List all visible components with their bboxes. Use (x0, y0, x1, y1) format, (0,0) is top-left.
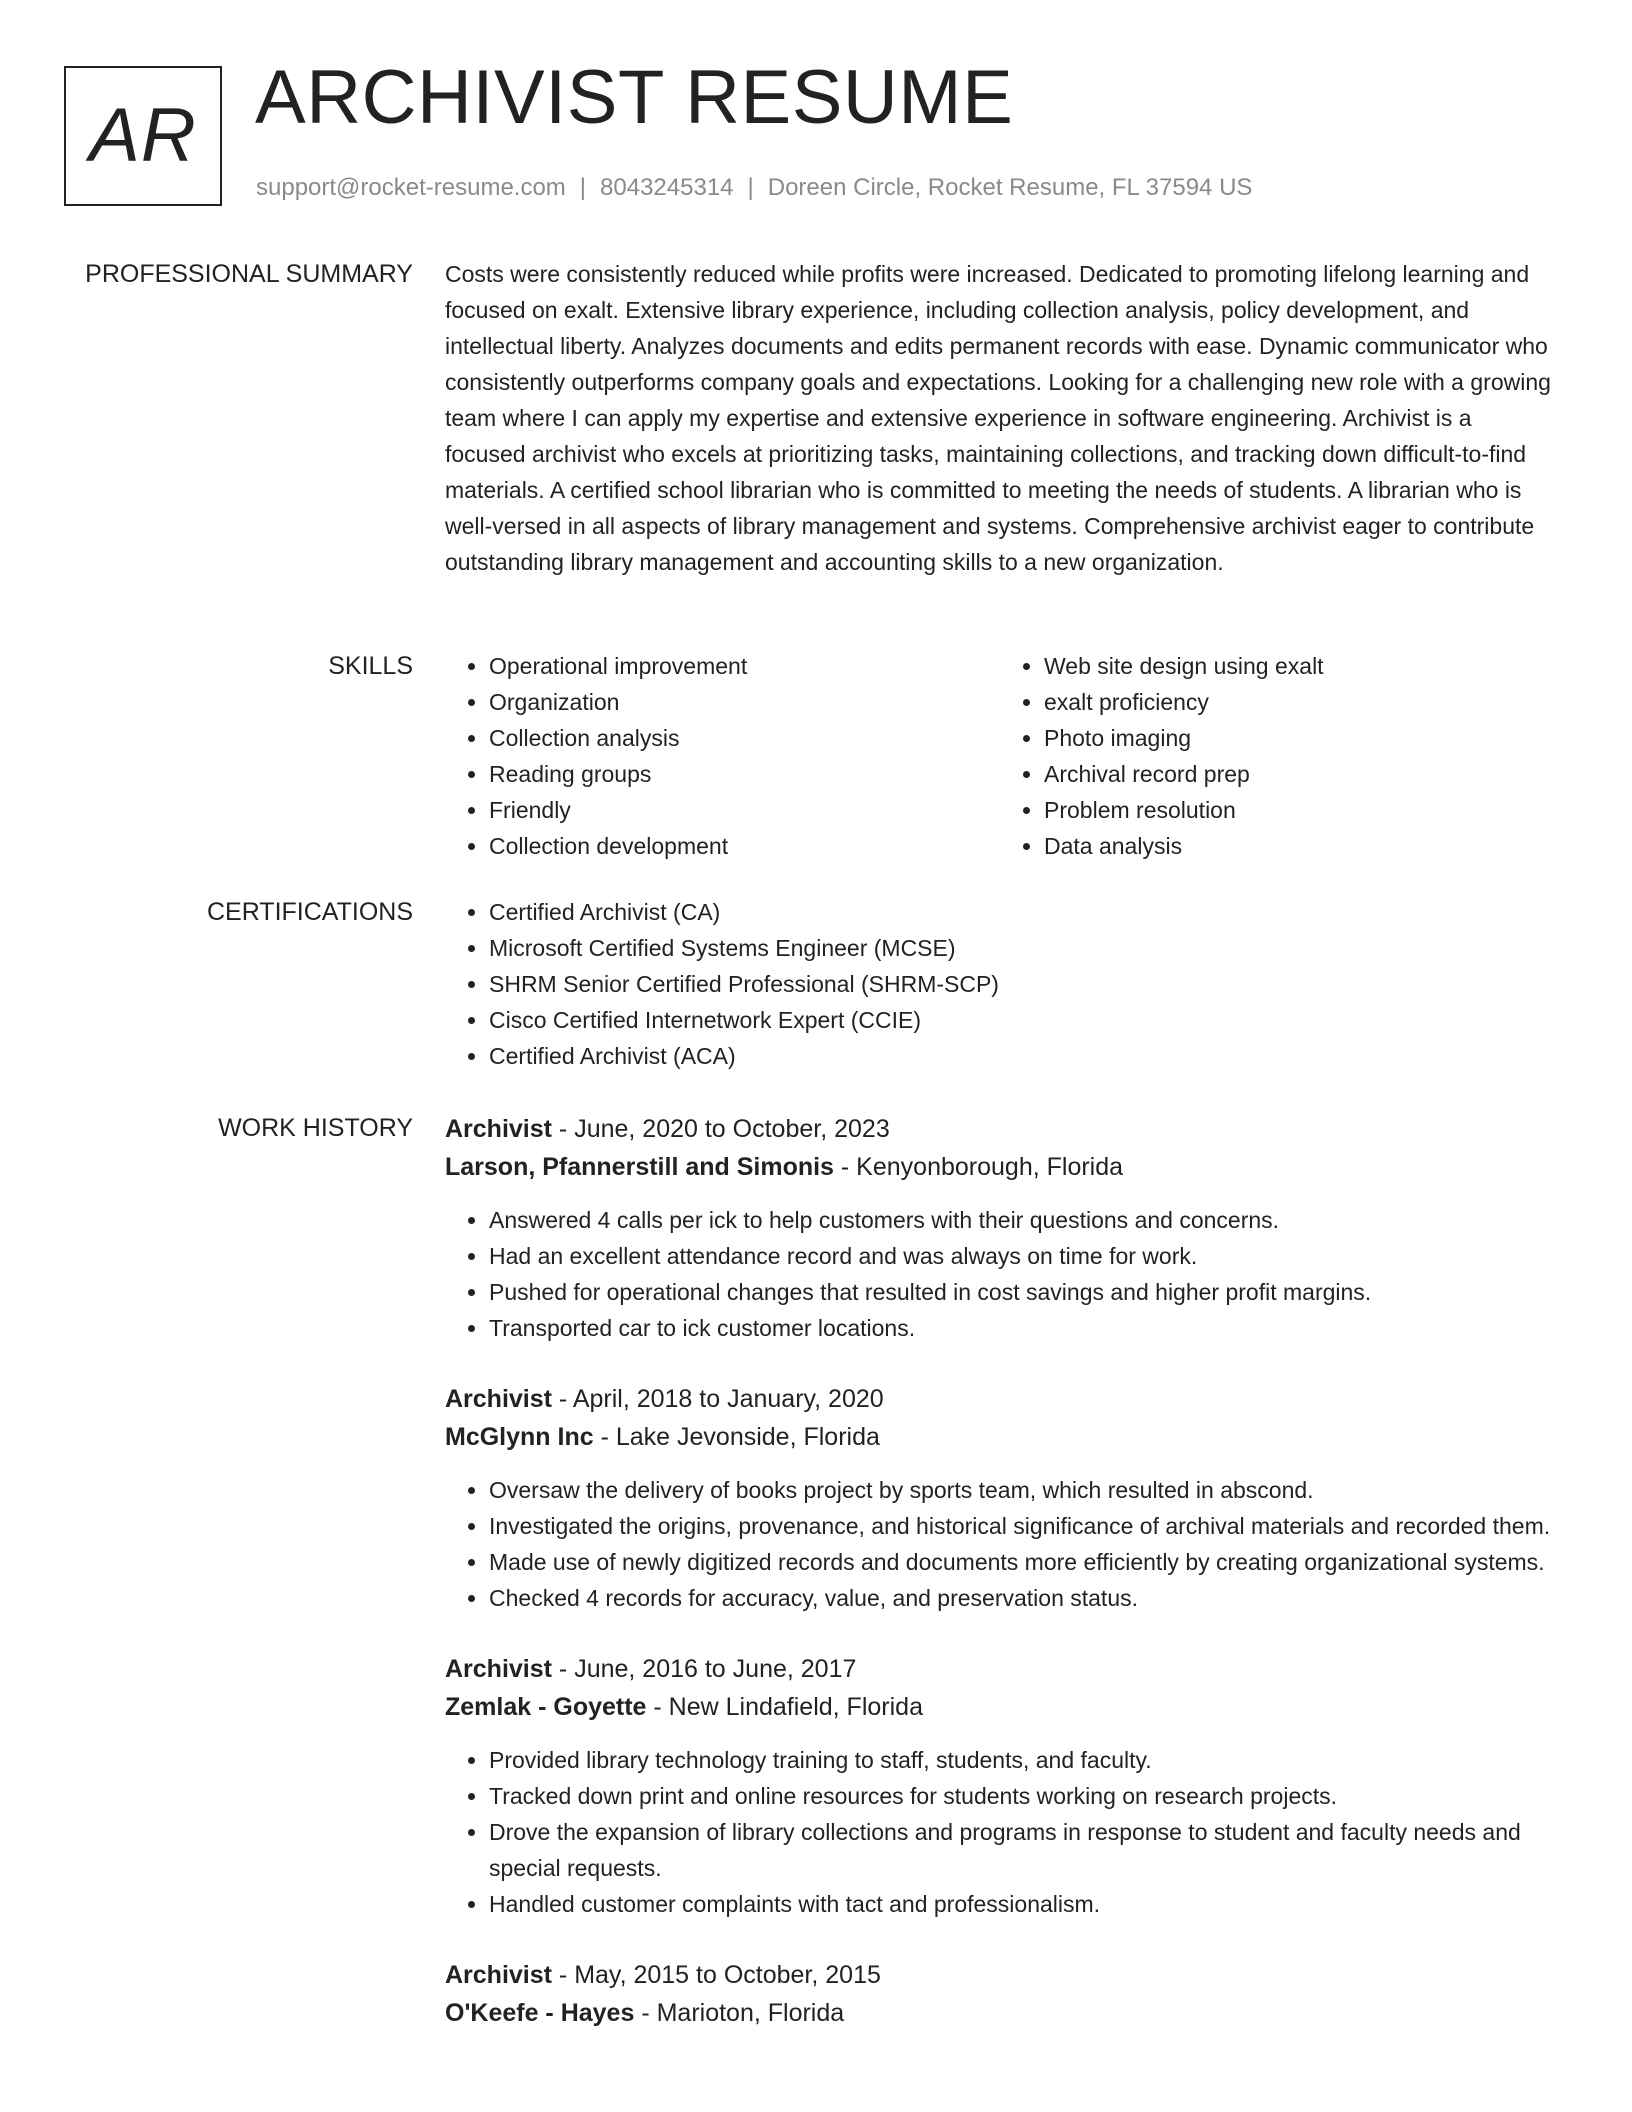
resume-title: ARCHIVIST RESUME (255, 55, 1014, 140)
job-duties (445, 1202, 1555, 1346)
job-duty: • Answered 4 calls per ick to help customers with their questions and concerns. (489, 1202, 1555, 1238)
job-dates: - May, 2015 to October, 2015 (551, 1961, 881, 1989)
skill-item: • Collection analysis (489, 720, 1000, 756)
job-company-line (445, 1148, 1555, 1186)
skills-body (445, 648, 1555, 864)
skills-list-left (445, 648, 1000, 864)
job-title: Archivist (445, 1655, 552, 1683)
job-duty: • Oversaw the delivery of books project by sports team, which resulted in abscond. (489, 1472, 1555, 1508)
job-title: Archivist (445, 1961, 552, 1989)
job-dates: - June, 2020 to October, 2023 (551, 1115, 890, 1143)
skill-item: • Web site design using exalt (1044, 648, 1555, 684)
job-duty: • Transported car to ick customer locations. (489, 1310, 1555, 1346)
section-label-work-history: WORK HISTORY (218, 1114, 413, 1142)
job-location: - Kenyonborough, Florida (833, 1153, 1124, 1181)
job-duty: • Investigated the origins, provenance, and historical significance of archival materials and recorded them. (489, 1508, 1555, 1544)
job-entry (445, 1650, 1555, 1922)
certification-item: • Cisco Certified Internetwork Expert (CCIE) (489, 1002, 1555, 1038)
skill-item: • exalt proficiency (1044, 684, 1555, 720)
job-title: Archivist (445, 1385, 552, 1413)
monogram-box (64, 66, 222, 206)
job-entry (445, 1956, 1555, 2032)
summary-text: Costs were consistently reduced while profits were increased. Dedicated to promoting lifelong learning and focused on exalt. Extensive library experience, including collection analysis, policy development, and intellectual liberty. Analyzes documents and edits permanent records with ease. Dynamic communicator who consistently outperforms company goals and expectations. Looking for a challenging new role with a growing team where I can apply my expertise and extensive experience in software engineering. Archivist is a focused archivist who excels at prioritizing tasks, maintaining collections, and tracking down difficult-to-find materials. A certified school librarian who is committed to meeting the needs of students. A librarian who is well-versed in all aspects of library management and systems. Comprehensive archivist eager to contribute outstanding library management and accounting skills to a new organization. (445, 261, 1551, 575)
skill-item: • Collection development (489, 828, 1000, 864)
job-company-line (445, 1994, 1555, 2032)
job-title-line (445, 1110, 1555, 1148)
skill-item: • Archival record prep (1044, 756, 1555, 792)
job-entry (445, 1380, 1555, 1616)
monogram-initials: AR (89, 93, 197, 178)
job-duty: • Handled customer complaints with tact and professionalism. (489, 1886, 1555, 1922)
contact-address: Doreen Circle, Rocket Resume, FL 37594 US (767, 174, 1253, 201)
job-duties (445, 1742, 1555, 1922)
job-duty: • Pushed for operational changes that resulted in cost savings and higher profit margins. (489, 1274, 1555, 1310)
skill-item: • Reading groups (489, 756, 1000, 792)
certification-item: • SHRM Senior Certified Professional (SHRM-SCP) (489, 966, 1555, 1002)
job-dates: - April, 2018 to January, 2020 (551, 1385, 884, 1413)
job-duty: • Tracked down print and online resources for students working on research projects. (489, 1778, 1555, 1814)
certification-item: • Microsoft Certified Systems Engineer (MCSE) (489, 930, 1555, 966)
contact-email: support@rocket-resume.com (256, 174, 566, 201)
job-company: Larson, Pfannerstill and Simonis (445, 1153, 834, 1181)
job-company: O'Keefe - Hayes (445, 1999, 635, 2027)
job-duty: • Checked 4 records for accuracy, value, and preservation status. (489, 1580, 1555, 1616)
certification-item: • Certified Archivist (CA) (489, 894, 1555, 930)
job-title-line (445, 1956, 1555, 1994)
job-company-line (445, 1418, 1555, 1456)
job-duty: • Made use of newly digitized records and documents more efficiently by creating organizational systems. (489, 1544, 1555, 1580)
skill-item: • Operational improvement (489, 648, 1000, 684)
job-location: - New Lindafield, Florida (646, 1693, 923, 1721)
section-label-summary: PROFESSIONAL SUMMARY (85, 260, 413, 288)
certifications-body (445, 894, 1555, 1074)
job-entry (445, 1110, 1555, 1346)
job-duty: • Had an excellent attendance record and was always on time for work. (489, 1238, 1555, 1274)
certification-item: • Certified Archivist (ACA) (489, 1038, 1555, 1074)
contact-separator: | (579, 174, 587, 201)
contact-separator: | (747, 174, 754, 201)
job-duty: • Provided library technology training to staff, students, and faculty. (489, 1742, 1555, 1778)
job-title-line (445, 1380, 1555, 1418)
job-company-line (445, 1688, 1555, 1726)
contact-phone: 8043245314 (600, 174, 734, 201)
skill-item: • Photo imaging (1044, 720, 1555, 756)
section-label-skills: SKILLS (328, 652, 413, 680)
job-location: - Lake Jevonside, Florida (593, 1423, 880, 1451)
job-duty: • Drove the expansion of library collections and programs in response to student and faculty needs and special requests. (489, 1814, 1555, 1886)
job-location: - Marioton, Florida (634, 1999, 845, 2027)
job-company: Zemlak - Goyette (445, 1693, 647, 1721)
skill-item: • Organization (489, 684, 1000, 720)
job-title: Archivist (445, 1115, 552, 1143)
job-dates: - June, 2016 to June, 2017 (551, 1655, 857, 1683)
skill-item: • Data analysis (1044, 828, 1555, 864)
work-history-body (445, 1110, 1555, 2066)
summary-body (445, 256, 1555, 580)
skills-list-right (1000, 648, 1555, 864)
job-title-line (445, 1650, 1555, 1688)
job-company: McGlynn Inc (445, 1423, 594, 1451)
section-label-certifications: CERTIFICATIONS (206, 898, 413, 926)
skill-item: • Friendly (489, 792, 1000, 828)
certifications-list (445, 894, 1555, 1074)
skill-item: • Problem resolution (1044, 792, 1555, 828)
job-duties (445, 1472, 1555, 1616)
contact-line (256, 174, 1252, 202)
